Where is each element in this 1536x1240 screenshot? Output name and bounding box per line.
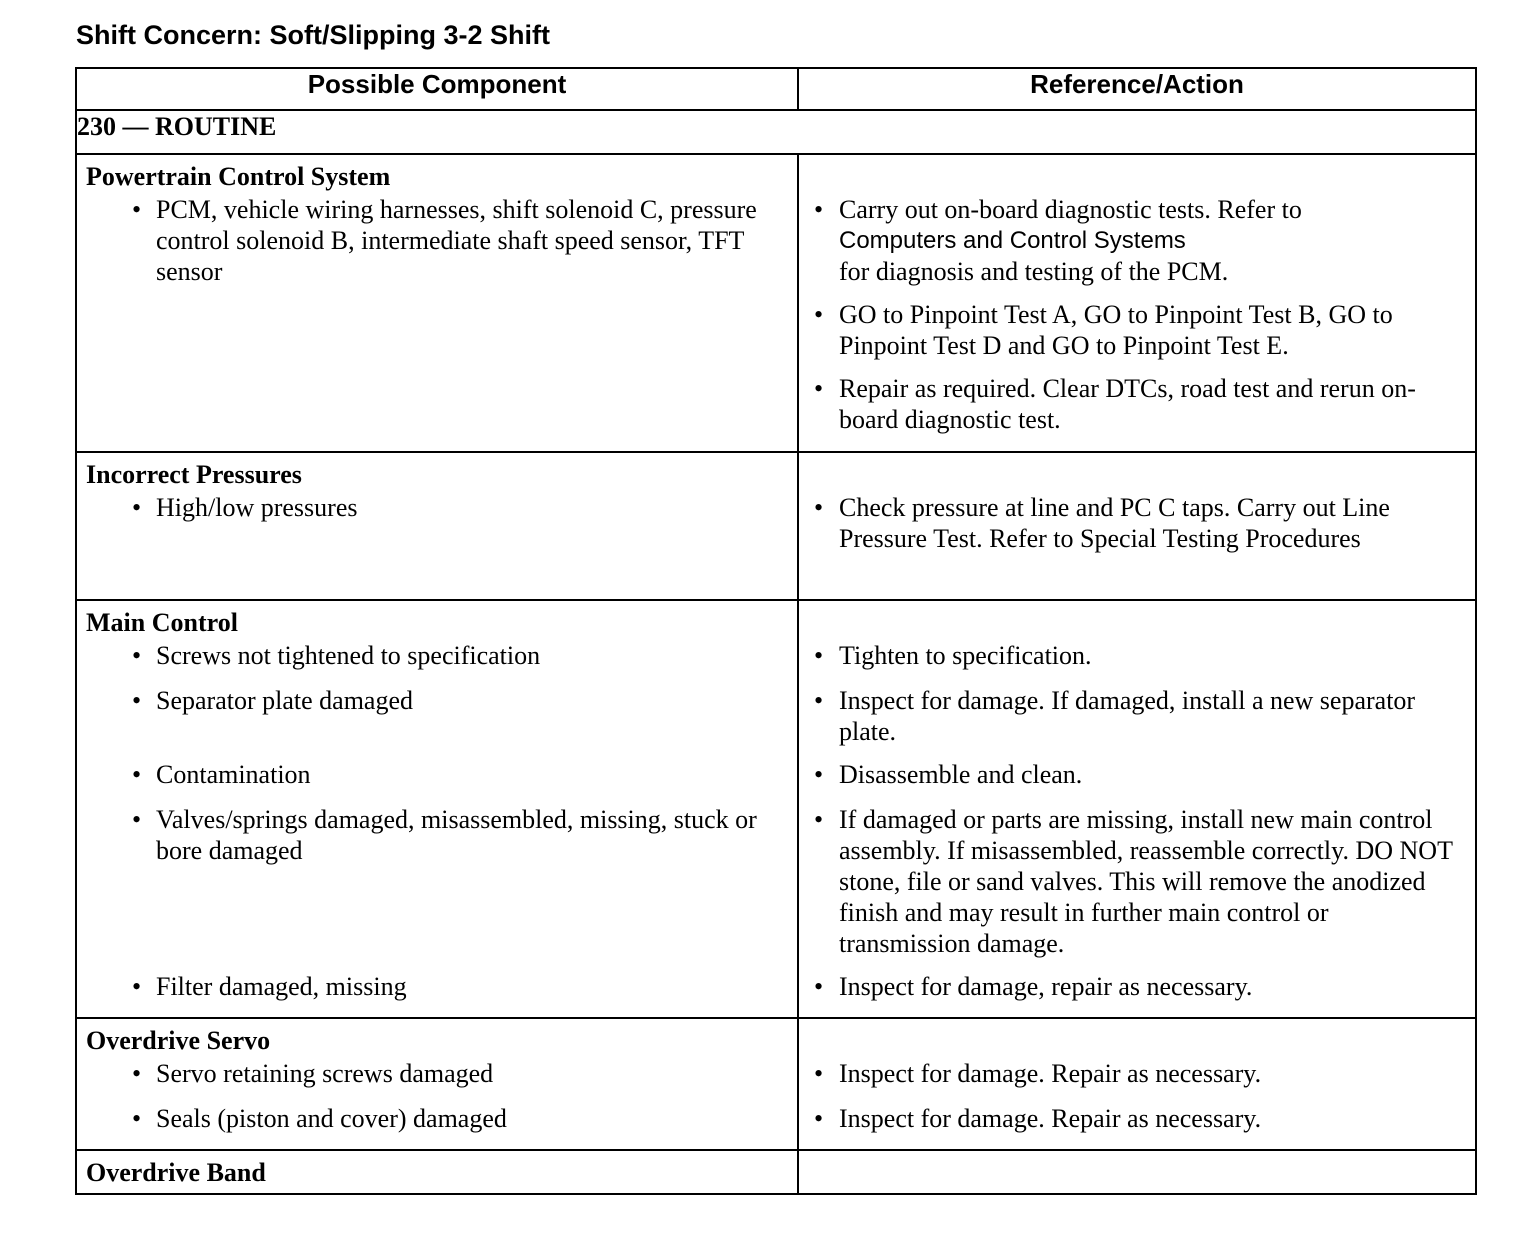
action-list bbox=[799, 640, 1475, 1002]
section-title: Incorrect Pressures bbox=[86, 460, 302, 489]
action-cell bbox=[798, 1018, 1476, 1150]
document-title: Shift Concern: Soft/Slipping 3-2 Shift bbox=[76, 20, 550, 50]
list-item bbox=[799, 194, 1475, 287]
list-item: • Seals (piston and cover) damaged bbox=[77, 1103, 797, 1134]
header-reference-action: Reference/Action bbox=[798, 68, 1476, 110]
list-item: • Screws not tightened to specification bbox=[77, 640, 797, 685]
section-row-main-control bbox=[76, 600, 1476, 1018]
section-row-overdrive-band bbox=[76, 1150, 1476, 1194]
component-cell bbox=[76, 1018, 798, 1150]
reference-link-computers-and-control-systems[interactable]: Computers and Control Systems bbox=[839, 227, 1186, 254]
routine-row bbox=[76, 110, 1476, 154]
component-list bbox=[77, 1058, 797, 1134]
list-item: • Repair as required. Clear DTCs, road test and rerun on-board diagnostic test. bbox=[799, 373, 1475, 435]
list-item: • Separator plate damaged bbox=[77, 685, 797, 759]
component-list bbox=[77, 640, 797, 1002]
list-item: • Disassemble and clean. bbox=[799, 759, 1475, 804]
section-row-overdrive-servo bbox=[76, 1018, 1476, 1150]
action-list bbox=[799, 1058, 1475, 1134]
list-item: • Inspect for damage. Repair as necessary. bbox=[799, 1103, 1475, 1134]
list-item: • If damaged or parts are missing, install new main control assembly. If misassembled, reassemble correctly. DO NOT stone, file or sand valves. This will remove the anodized finish and may result in further main control or transmission damage. bbox=[799, 804, 1475, 971]
action-cell bbox=[798, 1150, 1476, 1194]
section-row-incorrect-pressures bbox=[76, 452, 1476, 600]
list-item: • Inspect for damage, repair as necessary. bbox=[799, 971, 1475, 1002]
list-item: • GO to Pinpoint Test A, GO to Pinpoint Test B, GO to Pinpoint Test D and GO to Pinpoint Test E. bbox=[799, 299, 1475, 361]
list-item: • Check pressure at line and PC C taps. Carry out Line Pressure Test. Refer to Special Testing Procedures bbox=[799, 492, 1475, 554]
component-cell bbox=[76, 452, 798, 600]
routine-label: 230 — ROUTINE bbox=[76, 110, 1476, 154]
action-list bbox=[799, 194, 1475, 435]
component-cell bbox=[76, 154, 798, 452]
component-list bbox=[77, 194, 797, 287]
list-item: • High/low pressures bbox=[77, 492, 797, 523]
section-title: Overdrive Servo bbox=[86, 1026, 271, 1055]
action-cell bbox=[798, 600, 1476, 1018]
component-list bbox=[77, 492, 797, 523]
header-row bbox=[76, 68, 1476, 110]
component-cell bbox=[76, 600, 798, 1018]
action-cell bbox=[798, 154, 1476, 452]
section-title: Overdrive Band bbox=[86, 1158, 266, 1187]
list-item: • Inspect for damage. Repair as necessary. bbox=[799, 1058, 1475, 1103]
list-item: • Tighten to specification. bbox=[799, 640, 1475, 685]
action-text: • Carry out on-board diagnostic tests. Refer to bbox=[839, 195, 1302, 224]
section-title: Main Control bbox=[86, 608, 238, 637]
section-row-powertrain bbox=[76, 154, 1476, 452]
list-item: • Inspect for damage. If damaged, install a new separator plate. bbox=[799, 685, 1475, 759]
list-item: • Contamination bbox=[77, 759, 797, 804]
action-cell bbox=[798, 452, 1476, 600]
list-item: • Servo retaining screws damaged bbox=[77, 1058, 797, 1103]
diagnosis-table bbox=[75, 67, 1477, 1195]
list-item: • PCM, vehicle wiring harnesses, shift solenoid C, pressure control solenoid B, intermediate shaft speed sensor, TFT sensor bbox=[77, 194, 797, 287]
list-item: • Filter damaged, missing bbox=[77, 971, 797, 1002]
action-text: for diagnosis and testing of the PCM. bbox=[839, 257, 1229, 286]
section-title: Powertrain Control System bbox=[86, 162, 391, 191]
component-cell bbox=[76, 1150, 798, 1194]
action-list bbox=[799, 492, 1475, 554]
header-possible-component: Possible Component bbox=[76, 68, 798, 110]
list-item: • Valves/springs damaged, misassembled, missing, stuck or bore damaged bbox=[77, 804, 797, 971]
